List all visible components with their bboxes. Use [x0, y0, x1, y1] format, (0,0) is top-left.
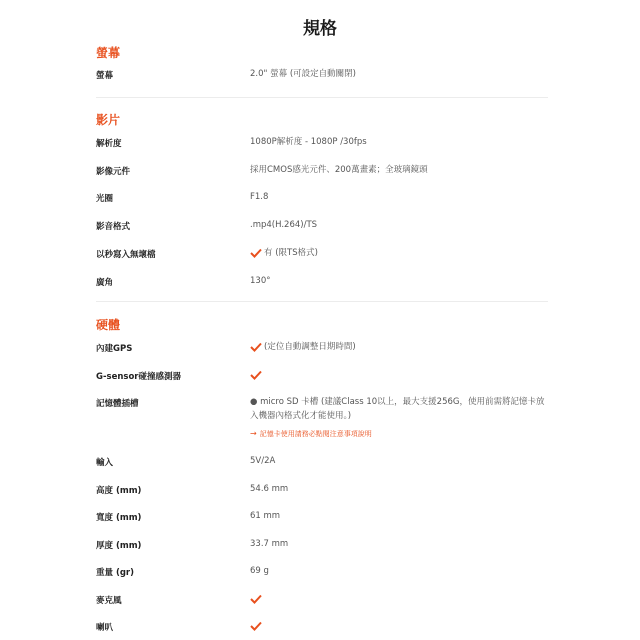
spec-label-sensor: 影像元件: [96, 167, 131, 177]
spec-value-memory-slot: ● micro SD 卡槽 (建議Class 10以上，最大支援256G，使用前需將記憶卡放入機器內格式化才能使用。): [250, 397, 545, 421]
spec-value-height: 54.6 mm: [250, 484, 289, 494]
spec-value-format: .mp4(H.264)/TS: [250, 220, 318, 230]
section-title-video: 影片: [96, 113, 121, 127]
memory-note-text[interactable]: 記憶卡使用請務必點閱注意事項說明: [259, 430, 372, 438]
spec-label-aperture: 光圈: [96, 194, 114, 204]
spec-value-input: 5V/2A: [250, 456, 276, 466]
check-icon: [250, 594, 262, 604]
spec-value-width: 61 mm: [250, 511, 281, 521]
divider: [96, 301, 548, 302]
spec-value-text: (定位自動調整日期時間): [264, 342, 356, 352]
spec-value-speaker: [250, 619, 264, 633]
spec-label-resolution: 解析度: [96, 139, 122, 149]
section-title-screen: 螢幕: [96, 46, 121, 60]
spec-value-gps: [250, 340, 356, 354]
spec-value-gsensor: [250, 368, 264, 382]
spec-label-speaker: 喇叭: [96, 623, 114, 633]
spec-value-text: 有 (限TS格式): [264, 248, 318, 258]
spec-value-wide-angle: 130°: [250, 276, 271, 286]
spec-label-format: 影音格式: [96, 222, 131, 232]
section-title-hardware: 硬體: [96, 318, 121, 332]
spec-label-wide-angle: 廣角: [96, 278, 114, 288]
spec-label-screen: 螢幕: [96, 71, 114, 81]
spec-value-thickness: 33.7 mm: [250, 539, 289, 549]
spec-label-gps: 內建GPS: [96, 344, 133, 354]
spec-value-resolution: 1080P解析度 - 1080P /30fps: [250, 137, 367, 147]
spec-value-aperture: F1.8: [250, 192, 269, 202]
spec-label-weight: 重量 (gr): [96, 568, 135, 578]
spec-value-sensor: 採用CMOS感光元件、200萬畫素；全玻璃鏡頭: [250, 165, 428, 175]
check-icon: [250, 342, 262, 352]
spec-label-thickness: 厚度 (mm): [96, 541, 142, 551]
divider: [96, 97, 548, 98]
spec-value-no-corrupt: [250, 246, 318, 260]
page-title: 規格: [303, 19, 337, 39]
arrow-right-icon: →: [250, 429, 257, 438]
check-icon: [250, 370, 262, 380]
spec-value-weight: 69 g: [250, 566, 269, 576]
spec-label-memory-slot: 記憶體插槽: [96, 399, 139, 409]
check-icon: [250, 621, 262, 631]
spec-value-screen: 2.0" 螢幕 (可設定自動關閉): [250, 69, 356, 79]
memory-note-link[interactable]: [250, 427, 372, 441]
spec-value-microphone: [250, 592, 264, 606]
spec-label-microphone: 麥克風: [96, 596, 122, 606]
spec-label-gsensor: G-sensor碰撞感測器: [96, 372, 181, 382]
spec-label-width: 寬度 (mm): [96, 513, 142, 523]
check-icon: [250, 248, 262, 258]
spec-label-input: 輸入: [96, 458, 114, 468]
spec-label-height: 高度 (mm): [96, 486, 142, 496]
spec-label-no-corrupt: 以秒寫入無壞檔: [96, 250, 156, 260]
